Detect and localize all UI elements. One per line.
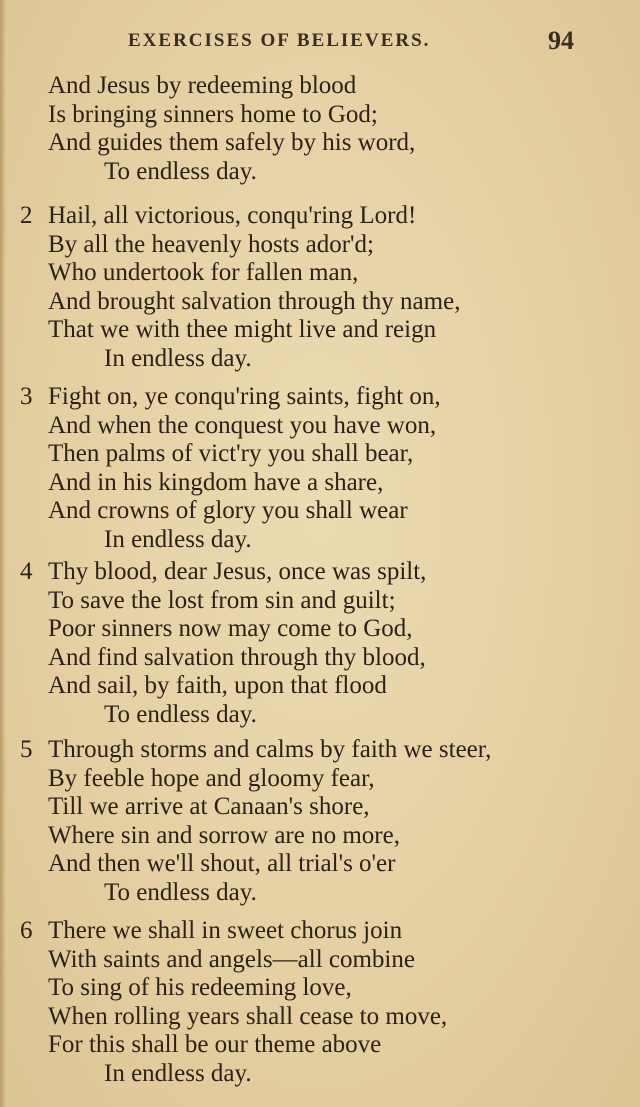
- refrain-text: To endless day.: [104, 700, 257, 728]
- line-text: When rolling years shall cease to move,: [48, 1002, 448, 1030]
- line-text: And sail, by faith, upon that flood: [48, 672, 387, 699]
- refrain-text: To endless day.: [104, 157, 257, 185]
- line-text: Through storms and calms by faith we steer,: [48, 736, 492, 763]
- line-text: And in his kingdom have a share,: [48, 468, 384, 496]
- refrain-text: In endless day.: [104, 1059, 252, 1087]
- line-text: And then we'll shout, all trial's o'er: [48, 850, 396, 877]
- line-text: And crowns of glory you shall wear: [48, 497, 408, 524]
- line-text: Till we arrive at Canaan's shore,: [48, 793, 370, 820]
- refrain-text: To endless day.: [104, 878, 257, 906]
- stanza-3: [0, 383, 640, 554]
- refrain-text: In endless day.: [104, 344, 252, 372]
- line-text: Fight on, ye conqu'ring saints, fight on,: [48, 383, 441, 410]
- refrain-text: In endless day.: [104, 525, 252, 553]
- stanza-number: 6: [20, 917, 33, 944]
- line-text: For this shall be our theme above: [48, 1031, 382, 1058]
- line-text: And when the conquest you have won,: [48, 411, 437, 439]
- stanza-number: 2: [20, 202, 33, 229]
- line-text: Is bringing sinners home to God;: [48, 100, 378, 128]
- line-text: That we with thee might live and reign: [48, 316, 437, 343]
- stanza-number: 4: [20, 558, 33, 585]
- stanza-5: [0, 736, 640, 907]
- line-text: There we shall in sweet chorus join: [48, 917, 403, 944]
- line-text: By all the heavenly hosts ador'd;: [48, 230, 374, 258]
- line-text: And Jesus by redeeming blood: [48, 72, 357, 99]
- hymn-text: [0, 72, 640, 1087]
- line-text: Who undertook for fallen man,: [48, 259, 359, 286]
- line-text: And find salvation through thy blood,: [48, 643, 426, 671]
- stanza-number: 3: [20, 383, 33, 410]
- page-header: [0, 26, 640, 60]
- stanza-4: [0, 558, 640, 729]
- stanza-number: 5: [20, 736, 33, 763]
- line-text: Thy blood, dear Jesus, once was spilt,: [48, 558, 427, 585]
- page-number: 94: [548, 26, 574, 55]
- line-text: And brought salvation through thy name,: [48, 287, 461, 315]
- stanza-1: [0, 72, 640, 186]
- line-text: Then palms of vict'ry you shall bear,: [48, 440, 414, 467]
- running-head: EXERCISES OF BELIEVERS.: [128, 30, 431, 51]
- line-text: By feeble hope and gloomy fear,: [48, 764, 375, 792]
- line-text: And guides them safely by his word,: [48, 129, 416, 156]
- line-text: Hail, all victorious, conqu'ring Lord!: [48, 202, 417, 229]
- line-text: To sing of his redeeming love,: [48, 974, 352, 1001]
- line-text: To save the lost from sin and guilt;: [48, 586, 396, 614]
- line-text: Where sin and sorrow are no more,: [48, 821, 400, 849]
- stanza-6: [0, 917, 640, 1088]
- line-text: Poor sinners now may come to God,: [48, 615, 413, 642]
- line-text: With saints and angels—all combine: [48, 945, 415, 973]
- stanza-2: [0, 202, 640, 373]
